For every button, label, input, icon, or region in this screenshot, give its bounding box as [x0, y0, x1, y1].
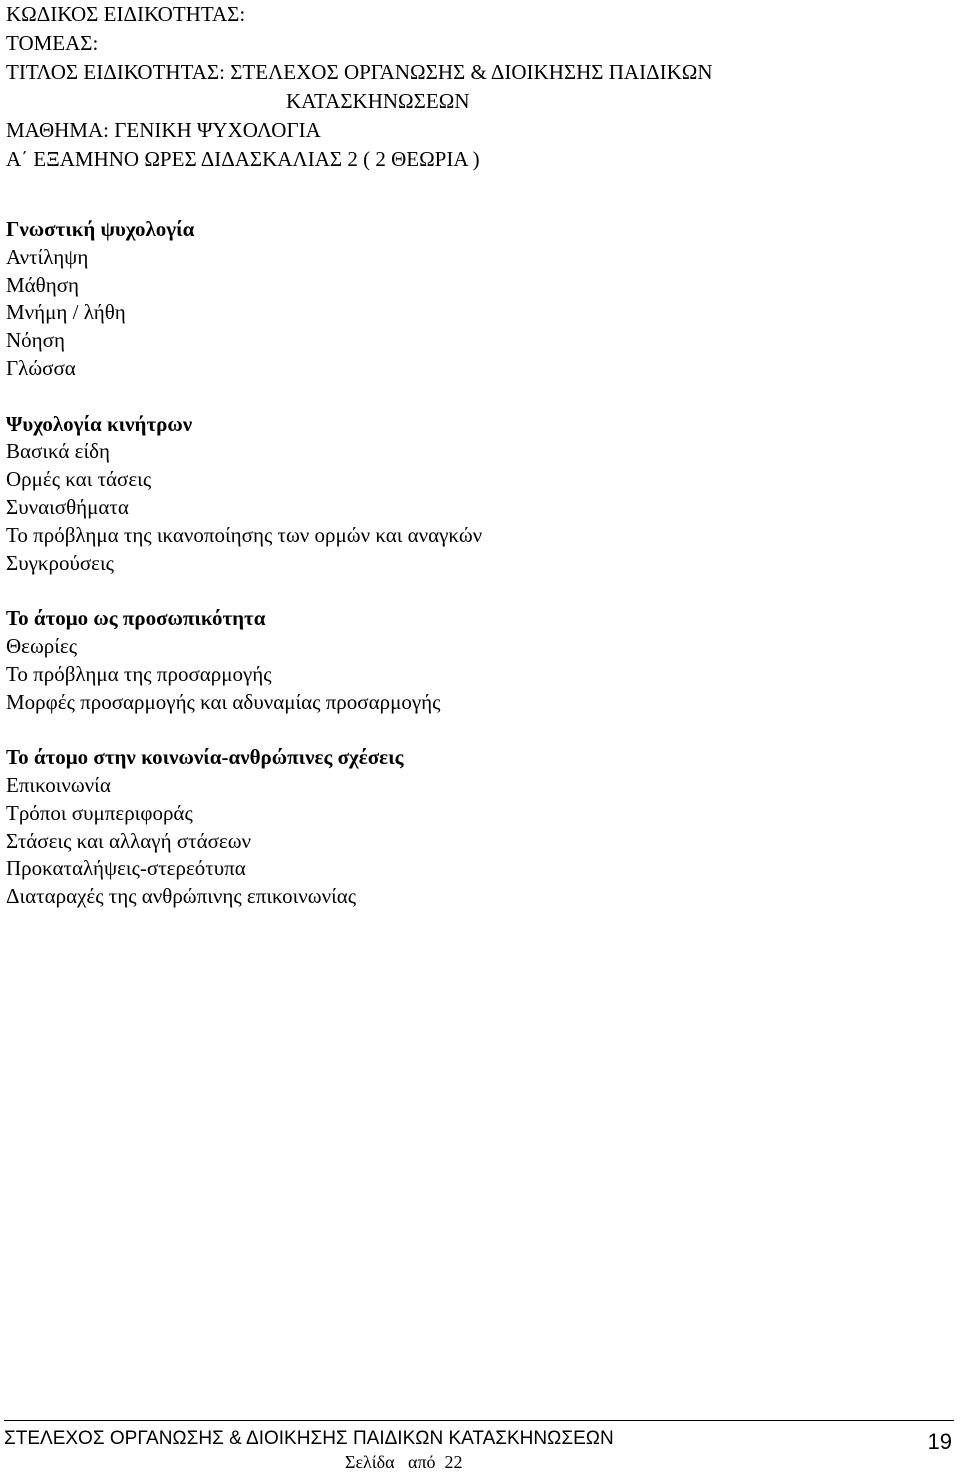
section-item: Μάθηση [6, 272, 80, 297]
section-item: Βασικά είδη [6, 439, 110, 464]
section-item: Το πρόβλημα της προσαρμογής [6, 661, 272, 686]
sector-label: ΤΟΜΕΑΣ: [6, 31, 99, 55]
section-item: Αντίληψη [6, 244, 89, 269]
section-item: Το πρόβλημα της ικανοποίησης των ορμών και αναγκών [6, 522, 483, 547]
section-item: Μορφές προσαρμογής και αδυναμίας προσαρμογής [6, 689, 441, 714]
page-counter: Σελίδα από 22 [345, 1452, 463, 1472]
section-item: Διαταραχές της ανθρώπινης επικοινωνίας [6, 884, 357, 909]
section-title: Το άτομο ως προσωπικότητα [6, 606, 266, 631]
specialty-code-label: ΚΩΔΙΚΟΣ ΕΙΔΙΚΟΤΗΤΑΣ: [6, 2, 246, 26]
specialty-title-line-2: ΚΑΤΑΣΚΗΝΩΣΕΩΝ [286, 89, 470, 113]
syllabus-section [6, 744, 946, 911]
syllabus-section [6, 411, 946, 578]
section-item: Θεωρίες [6, 633, 78, 658]
section-item: Ορμές και τάσεις [6, 467, 152, 492]
course-title: ΜΑΘΗΜΑ: ΓΕΝΙΚΗ ΨΥΧΟΛΟΓΙΑ [6, 118, 321, 142]
specialty-title-line-1: ΤΙΤΛΟΣ ΕΙΔΙΚΟΤΗΤΑΣ: ΣΤΕΛΕΧΟΣ ΟΡΓΑΝΩΣΗΣ & ΔΙΟΙΚΗΣΗΣ ΠΑΙΔΙΚΩΝ [6, 60, 713, 84]
section-title: Το άτομο στην κοινωνία-ανθρώπινες σχέσεις [6, 745, 404, 770]
section-title: Ψυχολογία κινήτρων [6, 411, 193, 436]
footer-divider [4, 1420, 954, 1421]
section-item: Συναισθήματα [6, 494, 129, 519]
page-number: 19 [927, 1429, 952, 1454]
section-item: Στάσεις και αλλαγή στάσεων [6, 828, 252, 853]
section-item: Συγκρούσεις [6, 550, 114, 575]
section-item: Νόηση [6, 328, 65, 353]
syllabus-section [6, 216, 946, 383]
syllabus-content [6, 216, 946, 939]
section-item: Τρόποι συμπεριφοράς [6, 800, 193, 825]
syllabus-section [6, 605, 946, 716]
section-title: Γνωστική ψυχολογία [6, 217, 195, 241]
section-item: Γλώσσα [6, 355, 76, 380]
section-item: Προκαταλήψεις-στερεότυπα [6, 856, 246, 881]
footer-title: ΣΤΕΛΕΧΟΣ ΟΡΓΑΝΩΣΗΣ & ΔΙΟΙΚΗΣΗΣ ΠΑΙΔΙΚΩΝ ΚΑΤΑΣΚΗΝΩΣΕΩΝ [4, 1428, 614, 1449]
document-header [6, 0, 946, 174]
section-item: Μνήμη / λήθη [6, 300, 126, 325]
semester-hours: Α΄ ΕΞΑΜΗΝΟ ΩΡΕΣ ΔΙΔΑΣΚΑΛΙΑΣ 2 ( 2 ΘΕΩΡΙΑ ) [6, 147, 480, 171]
section-item: Επικοινωνία [6, 772, 111, 797]
